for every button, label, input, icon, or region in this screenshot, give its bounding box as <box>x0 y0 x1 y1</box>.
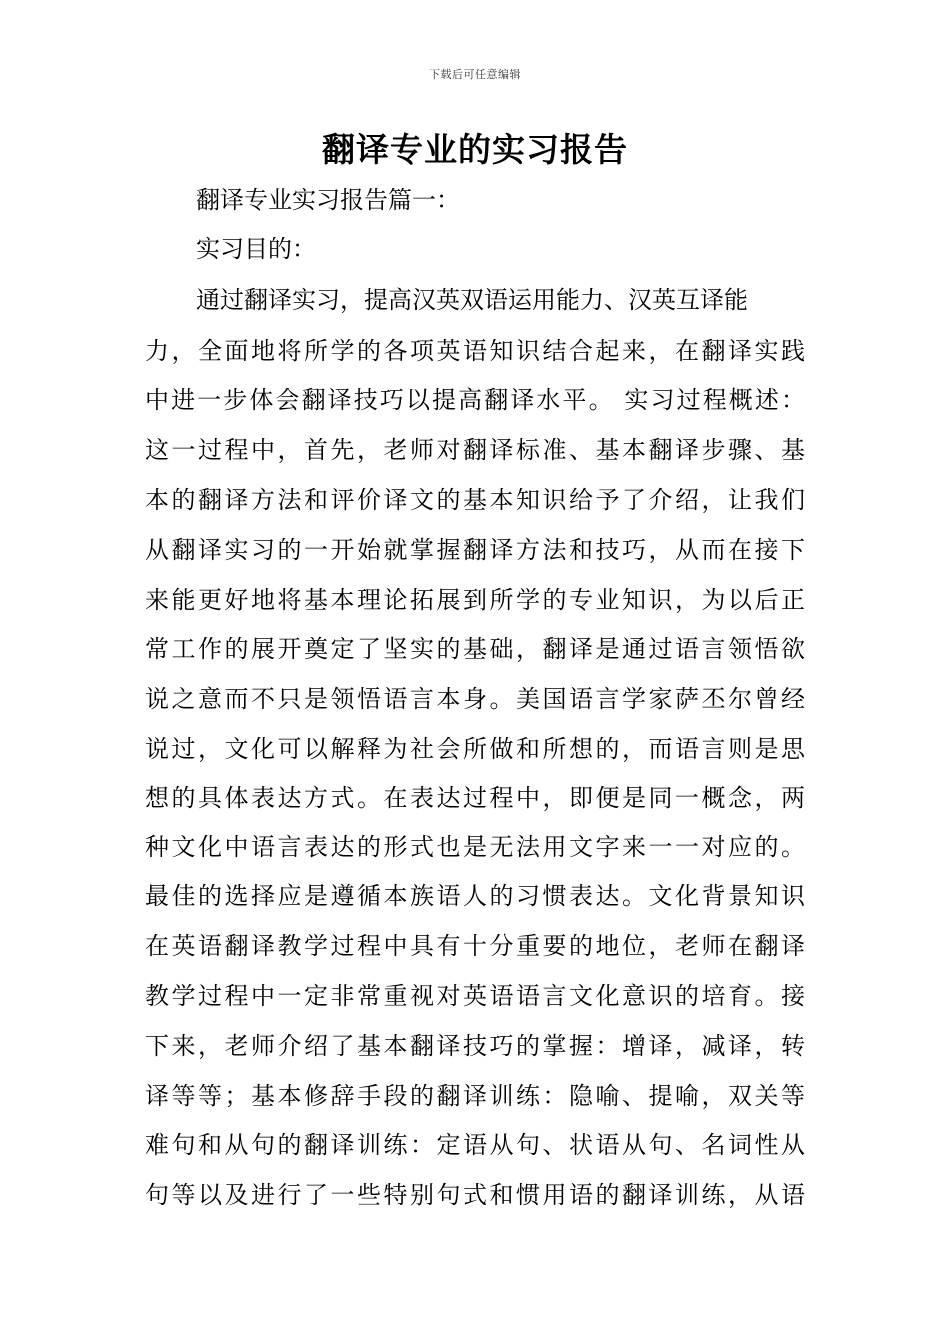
body-line: 中进一步体会翻译技巧以提高翻译水平。 实习过程概述： <box>145 386 805 414</box>
body-line: 常工作的展开奠定了坚实的基础，翻译是通过语言领悟欲 <box>145 635 805 663</box>
body-line: 难句和从句的翻译训练：定语从句、状语从句、名词性从 <box>145 1131 805 1159</box>
document-title: 翻译专业的实习报告 <box>322 130 628 169</box>
page-header-note: 下载后可任意编辑 <box>429 68 521 81</box>
body-line: 种文化中语言表达的形式也是无法用文字来一一对应的。 <box>145 833 805 861</box>
body-line: 说过，文化可以解释为社会所做和所想的，而语言则是思 <box>145 735 805 763</box>
body-line: 来能更好地将基本理论拓展到所学的专业知识，为以后正 <box>145 586 805 614</box>
body-line: 力，全面地将所学的各项英语知识结合起来，在翻译实践 <box>145 337 805 365</box>
body-line: 这一过程中，首先，老师对翻译标准、基本翻译步骤、基 <box>145 436 805 464</box>
body-line: 最佳的选择应是遵循本族语人的习惯表达。文化背景知识 <box>145 882 805 910</box>
body-line: 在英语翻译教学过程中具有十分重要的地位，老师在翻译 <box>145 932 805 960</box>
body-line: 通过翻译实习，提高汉英双语运用能力、汉英互译能 <box>196 286 748 314</box>
body-line: 说之意而不只是领悟语言本身。美国语言学家萨丕尔曾经 <box>145 685 805 713</box>
section-heading: 实习目的： <box>196 235 316 263</box>
section-subtitle: 翻译专业实习报告篇一： <box>196 186 460 214</box>
body-line: 本的翻译方法和评价译文的基本知识给予了介绍，让我们 <box>145 486 805 514</box>
body-line: 教学过程中一定非常重视对英语语言文化意识的培育。接 <box>145 982 805 1010</box>
body-line: 译等等；基本修辞手段的翻译训练：隐喻、提喻，双关等 <box>145 1082 805 1110</box>
body-line: 从翻译实习的一开始就掌握翻译方法和技巧，从而在接下 <box>145 536 805 564</box>
body-line: 想的具体表达方式。在表达过程中，即便是同一概念，两 <box>145 784 805 812</box>
body-line: 句等以及进行了一些特别句式和惯用语的翻译训练，从语 <box>145 1181 805 1209</box>
body-line: 下来，老师介绍了基本翻译技巧的掌握：增译，减译，转 <box>145 1032 805 1060</box>
